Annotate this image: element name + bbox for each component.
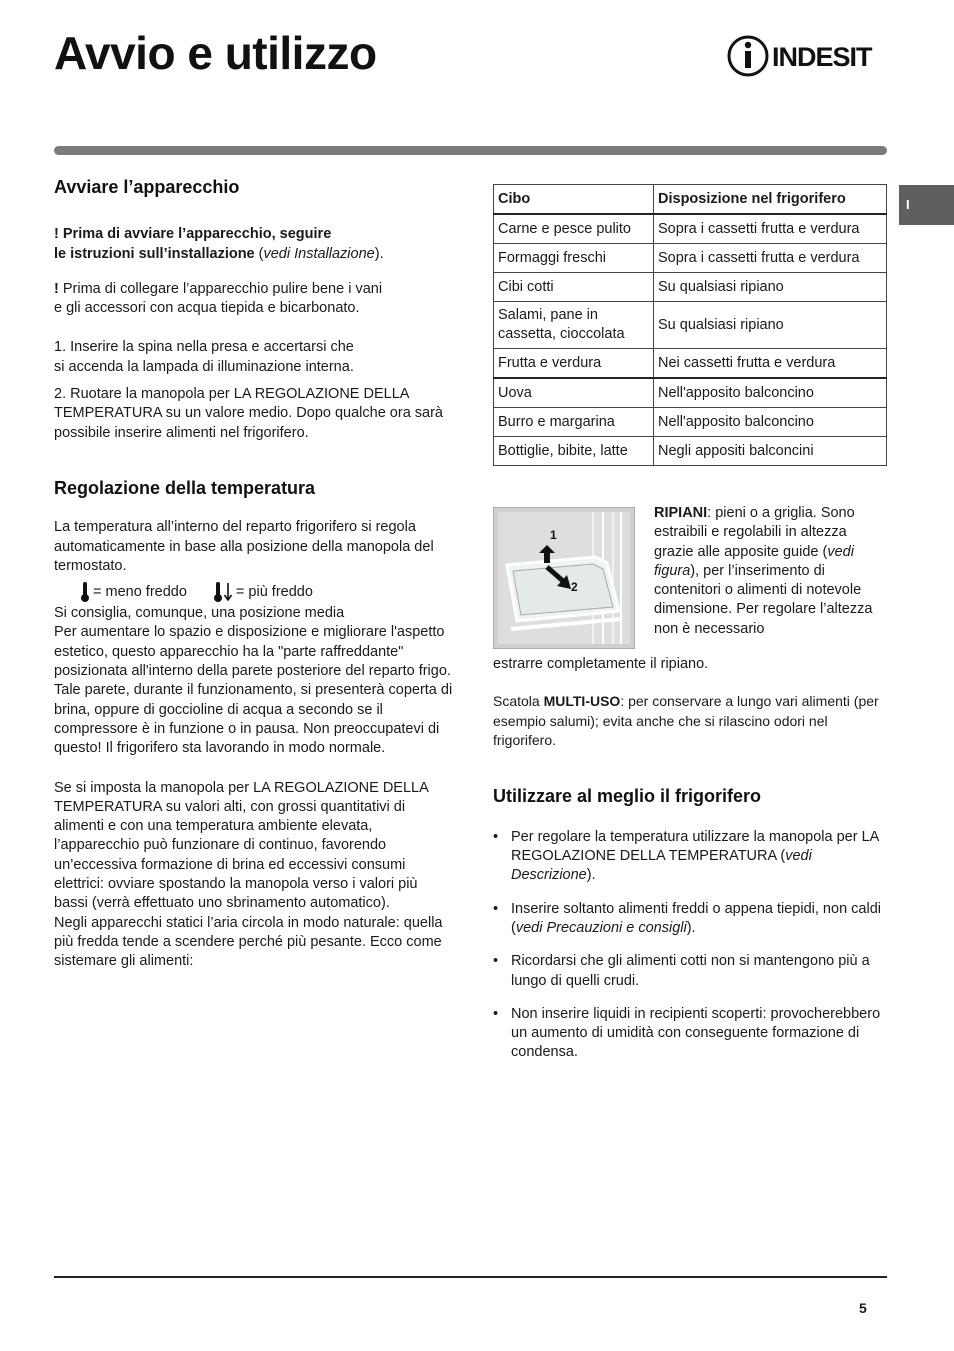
left-column bbox=[54, 178, 454, 972]
table-header-cell: Cibo bbox=[494, 185, 654, 215]
table-cell-placement: Su qualsiasi ripiano bbox=[654, 273, 887, 302]
table-row bbox=[494, 273, 887, 302]
shelves-section bbox=[493, 507, 887, 681]
table-cell-food: Salami, pane in cassetta, cioccolata bbox=[494, 302, 654, 349]
warning-mark: ! bbox=[54, 280, 59, 297]
language-tab-label: I bbox=[906, 197, 910, 212]
warning-mark: ! bbox=[54, 226, 59, 243]
shelf-illustration bbox=[493, 507, 635, 649]
warning-pulizia bbox=[54, 280, 454, 319]
step-1 bbox=[54, 338, 454, 377]
top-divider bbox=[54, 146, 887, 155]
table-cell-placement: Nell'apposito balconcino bbox=[654, 378, 887, 408]
bottom-divider bbox=[54, 1276, 887, 1278]
step-2: 2. Ruotare la manopola per LA REGOLAZIONE DELLA TEMPERATURA su un valore medio. Dopo qualche ora sarà possibile inserire alimenti nel frigorifero. bbox=[54, 386, 443, 441]
tip-text: ). bbox=[686, 919, 696, 936]
list-item bbox=[493, 900, 887, 939]
heading-avviare: Avviare l’apparecchio bbox=[54, 177, 240, 197]
page-number: 5 bbox=[859, 1300, 867, 1316]
list-item bbox=[493, 828, 887, 886]
svg-text:1: 1 bbox=[550, 528, 557, 542]
table-row bbox=[494, 244, 887, 273]
cross-reference: vedi figura bbox=[654, 543, 854, 579]
warning-text: Prima di avviare l’apparecchio, seguire bbox=[62, 226, 332, 243]
table-cell-placement: Negli appositi balconcini bbox=[654, 437, 887, 466]
step-1-line: si accenda la lampada di illuminazione interna. bbox=[54, 358, 354, 375]
less-cold-label: = meno freddo bbox=[93, 583, 187, 600]
table-cell-food: Bottiglie, bibite, latte bbox=[494, 437, 654, 466]
temperature-intro: La temperatura all’interno del reparto frigorifero si regola automaticamente in base alla posizione della manopola del termostato. bbox=[54, 519, 434, 574]
list-item: • Ricordarsi che gli alimenti cotti non si mantengono più a lungo di quelli crudi. bbox=[493, 952, 887, 991]
svg-text:INDESIT: INDESIT bbox=[772, 42, 872, 72]
shelves-text: ), per l’inserimento di contenitori o alimenti di notevole dimensione. Per regolare l’altezza non è necessario bbox=[654, 562, 873, 637]
table-cell-food: Formaggi freschi bbox=[494, 244, 654, 273]
table-row bbox=[494, 349, 887, 379]
temperature-para-air: Negli apparecchi statici l’aria circola in modo naturale: quella più fredda tende a scendere perché più pesante. Ecco come sistemare gli alimenti: bbox=[54, 914, 443, 970]
table-row bbox=[494, 214, 887, 244]
table-cell-food: Frutta e verdura bbox=[494, 349, 654, 379]
table-cell-placement: Su qualsiasi ripiano bbox=[654, 302, 887, 349]
table-header-row bbox=[494, 185, 887, 215]
multiuso-term: MULTI-USO bbox=[543, 693, 621, 709]
table-cell-food: Uova bbox=[494, 378, 654, 408]
table-cell-placement: Sopra i cassetti frutta e verdura bbox=[654, 244, 887, 273]
warning-text: Prima di collegare l’apparecchio pulire bene i vani bbox=[58, 280, 383, 297]
thermometer-icon bbox=[79, 581, 91, 603]
table-cell-food: Cibi cotti bbox=[494, 273, 654, 302]
cross-reference: vedi Descrizione bbox=[511, 848, 812, 884]
table-cell-placement: Nei cassetti frutta e verdura bbox=[654, 349, 887, 379]
table-row bbox=[494, 408, 887, 437]
tips-list bbox=[493, 828, 887, 1063]
table-cell-placement: Sopra i cassetti frutta e verdura bbox=[654, 214, 887, 244]
food-placement-table bbox=[493, 184, 887, 466]
multiuso-text: : per conservare a lungo vari alimenti (per esempio salumi); evita anche che si rilascino odori nel frigorifero. bbox=[493, 693, 879, 748]
table-cell-food: Carne e pesce pulito bbox=[494, 214, 654, 244]
right-column bbox=[493, 184, 887, 1077]
shelves-text: : pieni o a griglia. Sono estraibili e regolabili in altezza grazie alle apposite guide ( bbox=[654, 505, 855, 560]
language-tab bbox=[899, 185, 954, 225]
thermometer-arrow-down-icon bbox=[212, 581, 234, 603]
table-row bbox=[494, 378, 887, 408]
paren-close: ). bbox=[374, 245, 384, 262]
table-cell-food: Burro e margarina bbox=[494, 408, 654, 437]
table-row bbox=[494, 302, 887, 349]
heading-utilizzare: Utilizzare al meglio il frigorifero bbox=[493, 785, 762, 806]
temperature-advice: Si consiglia, comunque, una posizione media bbox=[54, 605, 345, 622]
tip-text: ). bbox=[586, 867, 596, 884]
page-title: Avvio e utilizzo bbox=[54, 27, 377, 79]
table-row bbox=[494, 437, 887, 466]
table-cell-placement: Nell'apposito balconcino bbox=[654, 408, 887, 437]
warning-text: e gli accessori con acqua tiepida e bicarbonato. bbox=[54, 300, 360, 317]
tip-text: Per regolare la temperatura utilizzare la manopola per LA REGOLAZIONE DELLA TEMPERATURA ( bbox=[511, 828, 879, 865]
svg-text:2: 2 bbox=[571, 580, 578, 594]
indesit-logo bbox=[726, 34, 888, 78]
more-cold-label: = più freddo bbox=[235, 583, 313, 600]
shelves-description-end: estrarre completamente il ripiano. bbox=[493, 656, 709, 672]
multiuso-description bbox=[493, 692, 887, 751]
thermometer-legend bbox=[54, 580, 454, 604]
cross-reference: vedi Installazione bbox=[263, 245, 375, 262]
shelves-description bbox=[654, 504, 887, 639]
warning-installazione bbox=[54, 225, 454, 264]
tip-text: Inserire soltanto alimenti freddi o appena tiepidi, non caldi ( bbox=[511, 900, 881, 936]
shelves-term: RIPIANI bbox=[654, 505, 708, 521]
step-1-line: 1. Inserire la spina nella presa e accertarsi che bbox=[54, 339, 354, 356]
multiuso-prefix: Scatola bbox=[493, 693, 544, 709]
table-header-cell: Disposizione nel frigorifero bbox=[654, 185, 887, 215]
temperature-para-high: Se si imposta la manopola per LA REGOLAZIONE DELLA TEMPERATURA su valori alti, con grossi quantitativi di alimenti e con una temperatura ambiente elevata, l’apparecchio può funzionare di continuo, favorendo un’eccessiva formazione di brina ed eccessivi consumi elettrici: ovviare spostando la manopola verso i valori più bassi (verrà effettuato uno sbrinamento automatico). bbox=[54, 779, 428, 912]
cross-reference: vedi Precauzioni e consigli bbox=[515, 919, 687, 936]
warning-text: le istruzioni sull’installazione bbox=[54, 245, 255, 262]
list-item: • Non inserire liquidi in recipienti scoperti: provocherebbero un aumento di umidità con conseguente formazione di condensa. bbox=[493, 1005, 887, 1063]
paren-open: ( bbox=[254, 245, 264, 262]
heading-regolazione: Regolazione della temperatura bbox=[54, 477, 316, 498]
temperature-para-frost: Per aumentare lo spazio e disposizione e migliorare l'aspetto estetico, questo apparecchio ha la "parte raffreddante" posizionata all'interno della parete posteriore del reparto frigo. Tale parete, durante il funzionamento, si presenterà coperta di brina, oppure di goccioline di acqua a secondo se il compressore è in funzione o in pausa. Non preoccupatevi di questo! Il frigorifero sta lavorando in modo normale. bbox=[54, 624, 453, 757]
